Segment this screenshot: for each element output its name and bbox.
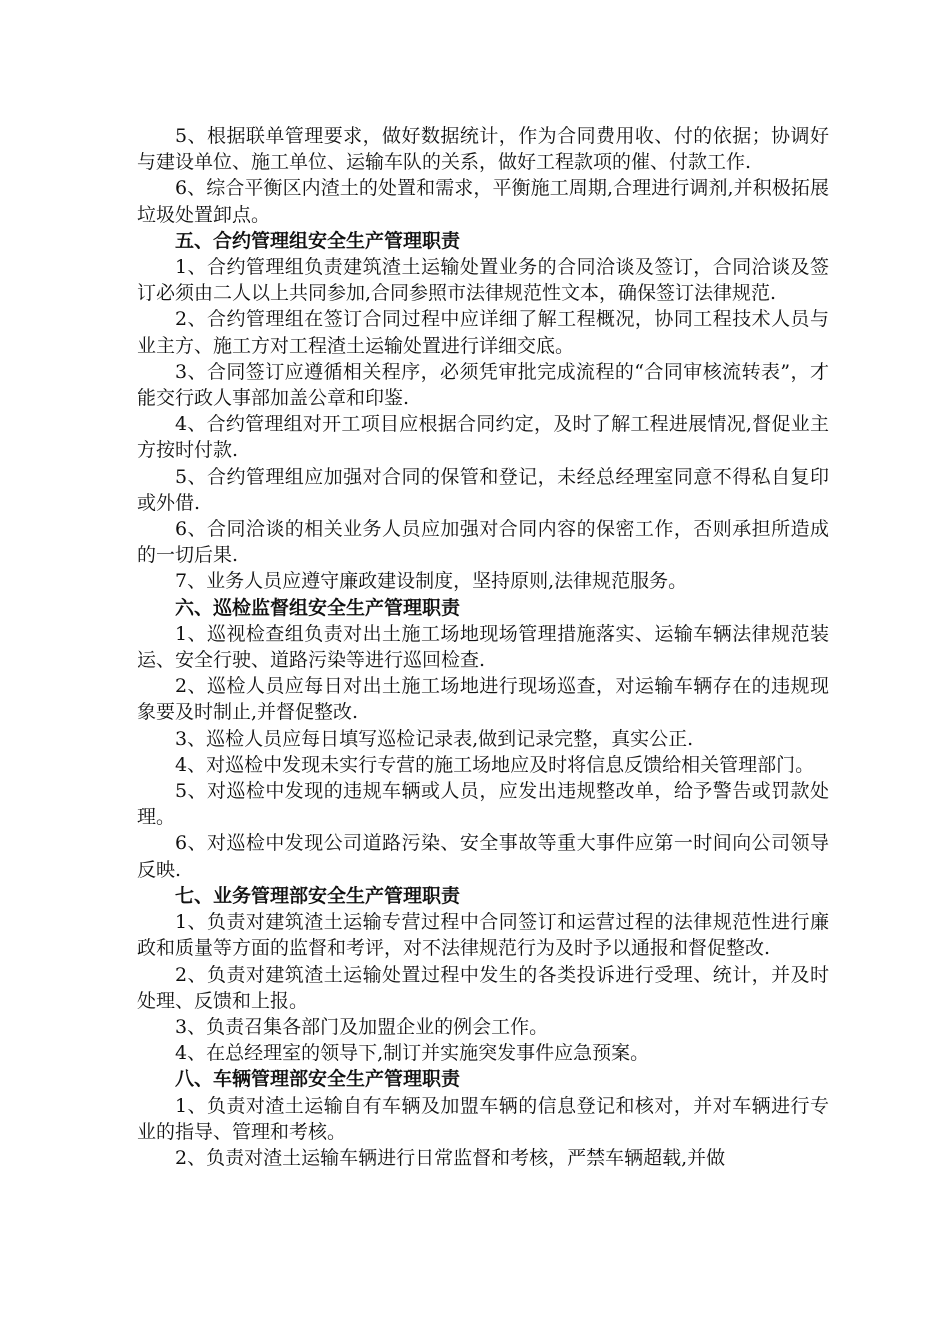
paragraph: 4、合约管理组对开工项目应根据合同约定，及时了解工程进展情况,督促业主方按时付款. <box>137 413 829 462</box>
paragraph: 5、根据联单管理要求，做好数据统计，作为合同费用收、付的依据；协调好与建设单位、施工单位、运输车队的关系，做好工程款项的催、付款工作. <box>137 125 829 174</box>
paragraph: 2、负责对建筑渣土运输处置过程中发生的各类投诉进行受理、统计，并及时处理、反馈和上报。 <box>137 963 829 1012</box>
paragraph: 6、合同洽谈的相关业务人员应加强对合同内容的保密工作，否则承担所造成的一切后果. <box>137 518 829 567</box>
paragraph: 1、负责对渣土运输自有车辆及加盟车辆的信息登记和核对，并对车辆进行专业的指导、管理和考核。 <box>137 1094 829 1143</box>
paragraph: 5、合约管理组应加强对合同的保管和登记，未经总经理室同意不得私自复印或外借. <box>137 465 829 514</box>
paragraph: 6、综合平衡区内渣土的处置和需求，平衡施工周期,合理进行调剂,并积极拓展垃圾处置卸点。 <box>137 177 829 226</box>
paragraph: 2、负责对渣土运输车辆进行日常监督和考核，严禁车辆超载,并做 <box>175 1146 726 1169</box>
section-heading: 五、合约管理组安全生产管理职责 <box>175 229 461 252</box>
section-heading: 六、巡检监督组安全生产管理职责 <box>175 596 461 619</box>
paragraph: 4、对巡检中发现未实行专营的施工场地应及时将信息反馈给相关管理部门。 <box>175 753 815 776</box>
paragraph: 5、对巡检中发现的违规车辆或人员，应发出违规整改单，给予警告或罚款处理。 <box>137 780 829 829</box>
paragraph: 7、业务人员应遵守廉政建设制度，坚持原则,法律规范服务。 <box>175 570 688 593</box>
paragraph: 1、巡视检查组负责对出土施工场地现场管理措施落实、运输车辆法律规范装运、安全行驶、道路污染等进行巡回检查. <box>137 622 829 672</box>
paragraph: 1、合约管理组负责建筑渣土运输处置业务的合同洽谈及签订，合同洽谈及签订必须由二人以上共同参加,合同参照市法律规范性文本，确保签订法律规范. <box>137 256 829 305</box>
paragraph: 2、巡检人员应每日对出土施工场地进行现场巡查，对运输车辆存在的违规现象要及时制止,并督促整改. <box>137 675 829 724</box>
paragraph: 3、合同签订应遵循相关程序，必须凭审批完成流程的“合同审核流转表”，才能交行政人事部加盖公章和印鉴. <box>137 360 829 410</box>
paragraph: 1、负责对建筑渣土运输专营过程中合同签订和运营过程的法律规范性进行廉政和质量等方面的监督和考评，对不法律规范行为及时予以通报和督促整改. <box>137 911 829 960</box>
paragraph: 4、在总经理室的领导下,制订并实施突发事件应急预案。 <box>175 1042 650 1065</box>
section-heading: 七、业务管理部安全生产管理职责 <box>175 884 461 907</box>
paragraph: 6、对巡检中发现公司道路污染、安全事故等重大事件应第一时间向公司领导反映. <box>137 832 829 881</box>
paragraph: 2、合约管理组在签订合同过程中应详细了解工程概况，协同工程技术人员与业主方、施工方对工程渣土运输处置进行详细交底。 <box>137 308 829 357</box>
section-heading: 八、车辆管理部安全生产管理职责 <box>175 1068 461 1091</box>
document-page <box>137 123 829 1171</box>
paragraph: 3、负责召集各部门及加盟企业的例会工作。 <box>175 1015 549 1038</box>
paragraph: 3、巡检人员应每日填写巡检记录表,做到记录完整，真实公正. <box>175 727 694 750</box>
